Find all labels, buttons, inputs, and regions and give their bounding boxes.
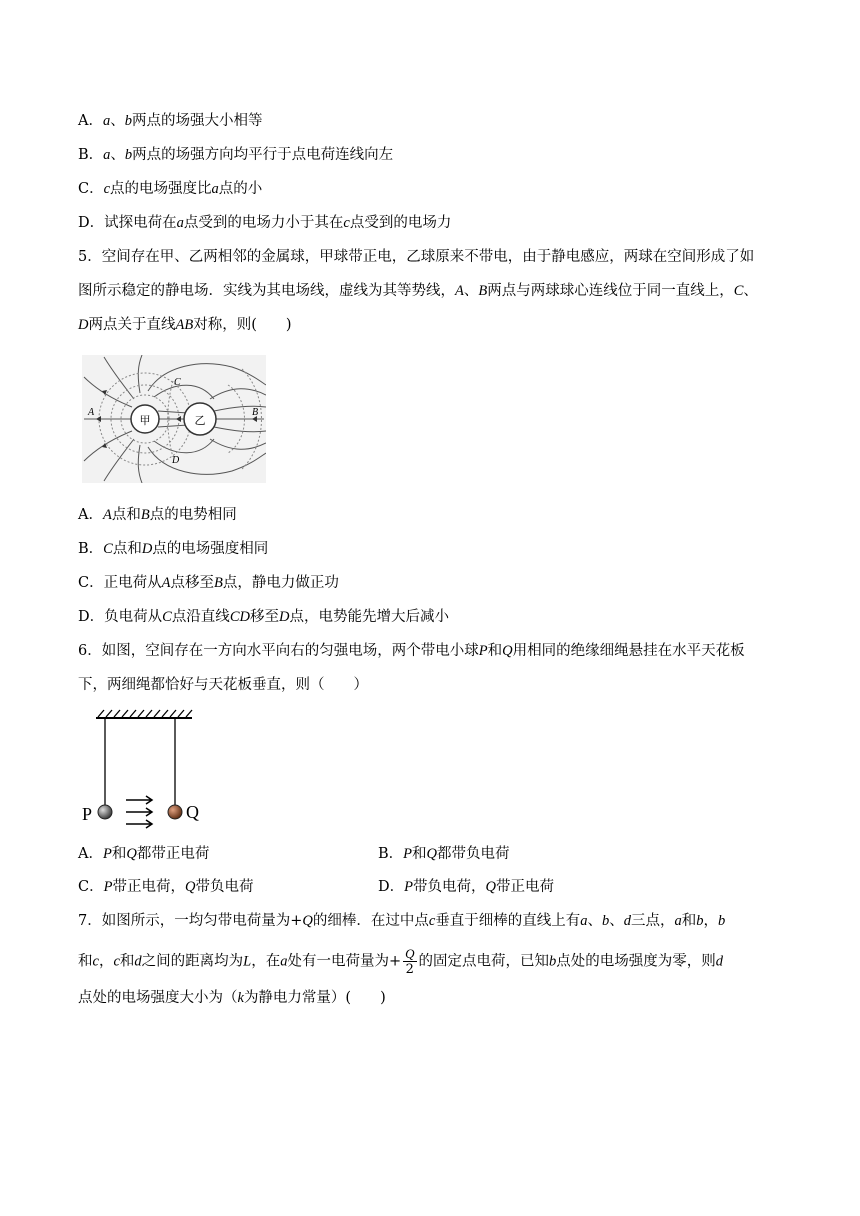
label-q: Q: [186, 802, 199, 822]
q7-stem-line2: 和c，c和d之间的距离均为L，在a处有一电荷量为+ $\frac{Q}{2}$ 的固定点电荷，已知b点处的电场强度为零，则d: [78, 946, 723, 977]
label-point-a: A: [88, 407, 95, 418]
q5-option-b: B．C点和D点的电场强度相同: [78, 541, 269, 557]
q5-stem-line2: 图所示稳定的静电场．实线为其电场线，虚线为其等势线，A、B两点与两球球心连线位于同一直线上，C、: [78, 283, 758, 299]
ball-q: [168, 805, 182, 819]
q6-pendulum-diagram: [80, 708, 210, 830]
q6-option-b: B．P和Q都带负电荷: [378, 846, 510, 862]
ceiling-hatching: [98, 710, 192, 717]
label-yi: 乙: [194, 414, 206, 427]
q5-stem-line3: D两点关于直线AB对称，则( ): [78, 317, 292, 333]
label-point-d: D: [172, 455, 180, 466]
q7-stem-line3: 点处的电场强度大小为（k为静电力常量）( ): [78, 990, 386, 1006]
q6-option-c: C．P带正电荷，Q带负电荷: [78, 879, 254, 895]
label-point-b: B: [252, 407, 259, 418]
q6-stem-line2: 下，两细绳都恰好与天花板垂直，则（ ）: [78, 677, 368, 693]
q4-option-d: D．试探电荷在a点受到的电场力小于其在c点受到的电场力: [78, 215, 452, 231]
fraction-q-over-2: $\frac{Q}{2}$: [405, 946, 415, 977]
ball-p: [98, 805, 112, 819]
q5-option-a: A．A点和B点的电势相同: [78, 507, 237, 523]
q5-option-c: C．正电荷从A点移至B点，静电力做正功: [78, 575, 339, 591]
q6-option-d: D．P带负电荷，Q带正电荷: [378, 879, 554, 895]
q5-option-d: D．负电荷从C点沿直线CD移至D点，电势能先增大后减小: [78, 609, 449, 625]
q5-stem-line1: 5．空间存在甲、乙两相邻的金属球，甲球带正电，乙球原来不带电，由于静电感应，两球在空间形成了如: [78, 249, 755, 265]
q6-stem-line1: 6．如图，空间存在一方向水平向右的匀强电场，两个带电小球P和Q用相同的绝缘细绳悬挂在水平天花板: [78, 643, 745, 659]
q4-option-a: A．a、b两点的场强大小相等: [78, 113, 263, 129]
field-arrows: [126, 796, 152, 828]
q6-option-a: A．P和Q都带正电荷: [78, 846, 210, 862]
q5-field-diagram: [82, 355, 266, 483]
q4-option-c: C．c点的电场强度比a点的小: [78, 181, 263, 197]
label-point-c: C: [174, 377, 181, 388]
label-jia: 甲: [139, 414, 151, 427]
q7-stem-line1: 7．如图所示，一均匀带电荷量为+Q的细棒．在过中点c垂直于细棒的直线上有a、b、d三点，a和b，b: [78, 913, 726, 929]
label-p: P: [82, 804, 93, 824]
q4-option-b: B．a、b两点的场强方向均平行于点电荷连线向左: [78, 147, 394, 163]
